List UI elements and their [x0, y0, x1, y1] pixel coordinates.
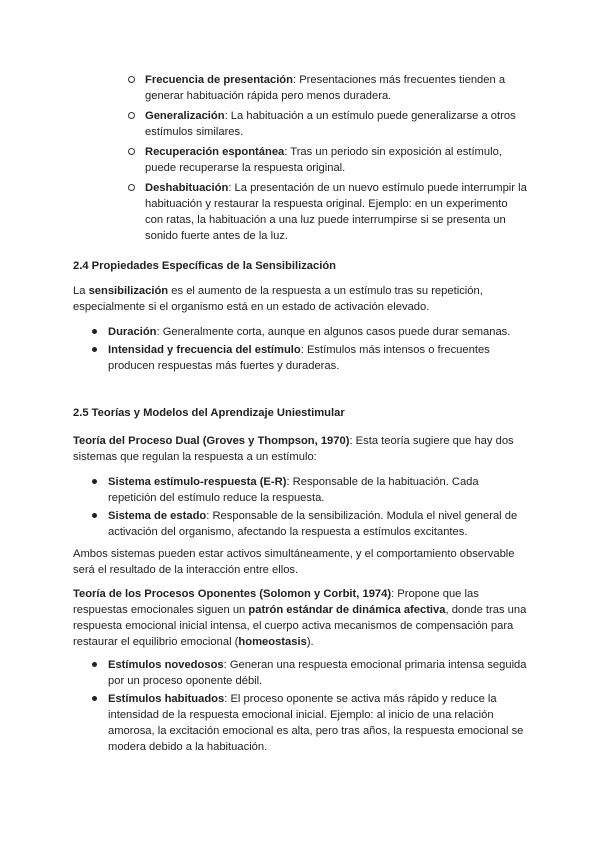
item-text: : El proceso oponente se activa más rápido y reduce la intensidad de la respuesta emocional inicial. Ejemplo: al inicio de una relación amorosa, la excitación emocional es alta, pero tras años, la respuesta emocional se modera debido a la habituación. [108, 693, 524, 753]
hollow-bullet-icon [128, 184, 135, 191]
item-term: Intensidad y frecuencia del estímulo [108, 344, 301, 356]
item-term: Recuperación espontánea [145, 146, 285, 158]
theory-text: : Esta teoría sugiere que hay dos sistemas que regulan la respuesta a un estímulo: [73, 435, 514, 463]
list-item [128, 180, 528, 244]
theory-text: , donde tras una respuesta emocional inicial intensa, el cuerpo activa mecanismos de compensación para restaurar el equilibrio emocional ( [73, 604, 527, 648]
theory-term: patrón estándar de dinámica afectiva [248, 604, 446, 616]
item-term: Frecuencia de presentación [145, 74, 293, 86]
section-heading-2-4: 2.4 Propiedades Específicas de la Sensibilización [73, 260, 337, 272]
item-text: : Presentaciones más frecuentes tienden a generar habituación rápida pero menos duradera. [145, 74, 506, 102]
item-text: : Responsable de la habituación. Cada repetición del estímulo reduce la respuesta. [108, 476, 479, 504]
intro-text: es el aumento de la respuesta a un estímulo tras su repetición, especialmente si el organismo está en un estado de activación elevado. [73, 285, 483, 313]
item-term: Estímulos habituados [108, 693, 225, 705]
list-item [92, 691, 528, 755]
theory-term: Teoría de los Procesos Oponentes (Solomon y Corbit, 1974) [73, 588, 392, 600]
opponent-process-list [92, 657, 528, 755]
list-item [92, 324, 528, 340]
intro-term: sensibilización [88, 285, 169, 297]
item-term: Sistema estímulo-respuesta (E-R) [108, 476, 287, 488]
hollow-bullet-icon [128, 148, 135, 155]
item-term: Generalización [145, 110, 225, 122]
item-term: Sistema de estado [108, 510, 207, 522]
item-text: : La presentación de un nuevo estímulo puede interrumpir la habituación y restaurar la respuesta original. Ejemplo: en un experimento con ratas, la habituación a una luz puede interrumpirse si se presenta un sonido fuerte antes de la luz. [145, 182, 527, 242]
list-item [92, 508, 528, 540]
theory-term: Teoría del Proceso Dual (Groves y Thompson, 1970) [73, 435, 350, 447]
bullet-icon [92, 329, 97, 334]
intro-text: La [73, 285, 89, 297]
list-item [128, 144, 528, 176]
opponent-process-paragraph [73, 586, 528, 650]
bullet-icon [92, 513, 97, 518]
section-heading-2-5: 2.5 Teorías y Modelos del Aprendizaje Uniestimular [73, 407, 345, 419]
bullet-icon [92, 479, 97, 484]
list-item [128, 108, 528, 140]
item-term: Deshabituación [145, 182, 229, 194]
item-text: : Responsable de la sensibilización. Modula el nivel general de activación del organismo, afectando la respuesta a estímulos excitantes. [108, 510, 518, 538]
dual-process-paragraph [73, 433, 528, 465]
item-text: : Generalmente corta, aunque en algunos casos puede durar semanas. [156, 326, 511, 338]
item-text: : Generan una respuesta emocional primaria intensa seguida por un proceso oponente débil. [108, 659, 527, 687]
item-text: : La habituación a un estímulo puede generalizarse a otros estímulos similares. [145, 110, 516, 138]
item-term: Duración [108, 326, 157, 338]
list-item [92, 342, 528, 374]
list-item [92, 657, 528, 689]
theory-text: : Propone que las respuestas emocionales siguen un [73, 588, 479, 616]
list-item [128, 72, 528, 104]
dual-process-systems-list [92, 474, 528, 540]
sensitization-intro [73, 283, 528, 315]
list-item [92, 474, 528, 506]
theory-text: ). [306, 636, 314, 648]
bullet-icon [92, 347, 97, 352]
theory-term: homeostasis [238, 636, 307, 648]
item-text: : Tras un periodo sin exposición al estímulo, puede recuperarse la respuesta original. [145, 146, 502, 174]
bullet-icon [92, 662, 97, 667]
hollow-bullet-icon [128, 76, 135, 83]
item-term: Estímulos novedosos [108, 659, 224, 671]
sensitization-properties-list [92, 324, 528, 374]
both-systems-paragraph: Ambos sistemas pueden estar activos simultáneamente, y el comportamiento observable será el resultado de la interacción entre ellos. [73, 548, 515, 576]
hollow-bullet-icon [128, 112, 135, 119]
bullet-icon [92, 696, 97, 701]
item-text: : Estímulos más intensos o frecuentes producen respuestas más fuertes y duraderas. [108, 344, 490, 372]
habituation-properties-list [128, 72, 528, 247]
